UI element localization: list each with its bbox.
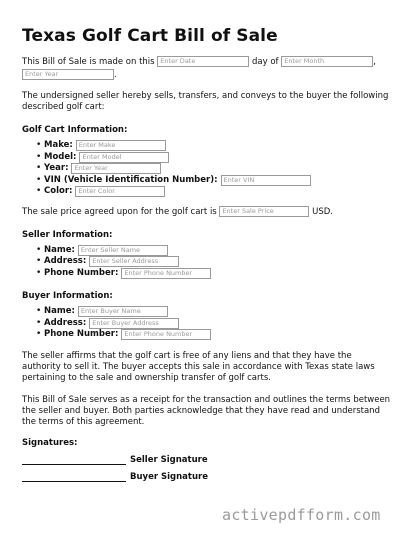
price-text-2: USD. — [312, 206, 334, 217]
vin-label: VIN (Vehicle Identification Number): — [44, 174, 218, 185]
seller-address-field[interactable]: Enter Seller Address — [89, 256, 179, 267]
seller-signature-label: Seller Signature — [130, 454, 208, 465]
make-label: Make: — [44, 140, 73, 150]
color-field[interactable]: Enter Color — [75, 186, 165, 197]
intro-text-2: day of — [252, 57, 279, 67]
list-item: • Address: Enter Buyer Address — [36, 318, 392, 330]
seller-list — [22, 245, 392, 280]
color-label: Color: — [44, 186, 73, 196]
golf-cart-heading: Golf Cart Information: — [22, 125, 128, 135]
year-label: Year: — [44, 163, 69, 173]
signatures-heading: Signatures: — [22, 437, 78, 448]
buyer-address-field[interactable]: Enter Buyer Address — [89, 318, 179, 329]
seller-signature-line[interactable] — [22, 456, 126, 465]
cart-year-field[interactable]: Enter Year — [71, 163, 161, 174]
affirmation-paragraph: The seller affirms that the golf cart is free of any liens and that they have the authority to sell it. The buyer accepts this sale in accordance with Texas state laws pertaining to the sale and ownership transfer of golf carts. — [22, 350, 375, 383]
intro-text-3: , — [373, 57, 376, 67]
month-field[interactable]: Enter Month — [281, 56, 373, 67]
list-item: • Name: Enter Seller Name — [36, 245, 392, 257]
buyer-address-label: Address: — [44, 317, 87, 328]
vin-field[interactable]: Enter VIN — [221, 175, 311, 186]
seller-signature-row — [22, 455, 392, 465]
date-field[interactable]: Enter Date — [157, 56, 249, 67]
price-text-1: The sale price agreed upon for the golf cart is — [22, 206, 217, 217]
list-item: • Name: Enter Buyer Name — [36, 306, 392, 318]
receipt-paragraph: This Bill of Sale serves as a receipt for the transaction and outlines the terms between the seller and buyer. Both parties acknowledge that they have read and understand the terms of this agreement. — [22, 394, 391, 427]
seller-phone-field[interactable]: Enter Phone Number — [121, 268, 211, 279]
intro-line-2 — [22, 69, 392, 81]
list-item: • Color: Enter Color — [36, 186, 392, 198]
description: The undersigned seller hereby sells, transfers, and conveys to the buyer the following described golf cart: — [22, 91, 389, 112]
seller-name-label: Name: — [44, 244, 75, 255]
list-item: • VIN (Vehicle Identification Number): Enter VIN — [36, 175, 392, 187]
seller-heading: Seller Information: — [22, 229, 113, 240]
list-item: • Phone Number: Enter Phone Number — [36, 268, 392, 280]
list-item: • Phone Number: Enter Phone Number — [36, 329, 392, 341]
sale-price-field[interactable]: Enter Sale Price — [219, 206, 309, 217]
buyer-list — [22, 306, 392, 341]
list-item: • Model: Enter Model — [36, 152, 392, 164]
buyer-name-field[interactable]: Enter Buyer Name — [78, 306, 168, 317]
seller-name-field[interactable]: Enter Seller Name — [78, 245, 168, 256]
intro-text-4: . — [114, 70, 117, 80]
year-field[interactable]: Enter Year — [22, 69, 114, 80]
intro-line — [22, 56, 392, 68]
buyer-signature-row — [22, 472, 392, 482]
intro-text-1: This Bill of Sale is made on this — [22, 57, 155, 67]
watermark: activepdfform.com — [222, 506, 381, 524]
buyer-signature-line[interactable] — [22, 473, 126, 482]
list-item: • Address: Enter Seller Address — [36, 256, 392, 268]
model-label: Model: — [44, 151, 77, 162]
buyer-heading: Buyer Information: — [22, 291, 113, 301]
document — [22, 26, 392, 482]
buyer-phone-label: Phone Number: — [44, 329, 119, 339]
seller-phone-label: Phone Number: — [44, 267, 119, 278]
seller-address-label: Address: — [44, 256, 87, 266]
price-line — [22, 206, 392, 218]
golf-cart-list — [22, 140, 392, 198]
model-field[interactable]: Enter Model — [79, 152, 169, 163]
list-item: • Year: Enter Year — [36, 163, 392, 175]
buyer-phone-field[interactable]: Enter Phone Number — [121, 329, 211, 340]
buyer-name-label: Name: — [44, 306, 75, 316]
buyer-signature-label: Buyer Signature — [130, 471, 208, 482]
make-field[interactable]: Enter Make — [76, 140, 166, 151]
page-title: Texas Golf Cart Bill of Sale — [22, 26, 278, 46]
list-item: • Make: Enter Make — [36, 140, 392, 152]
